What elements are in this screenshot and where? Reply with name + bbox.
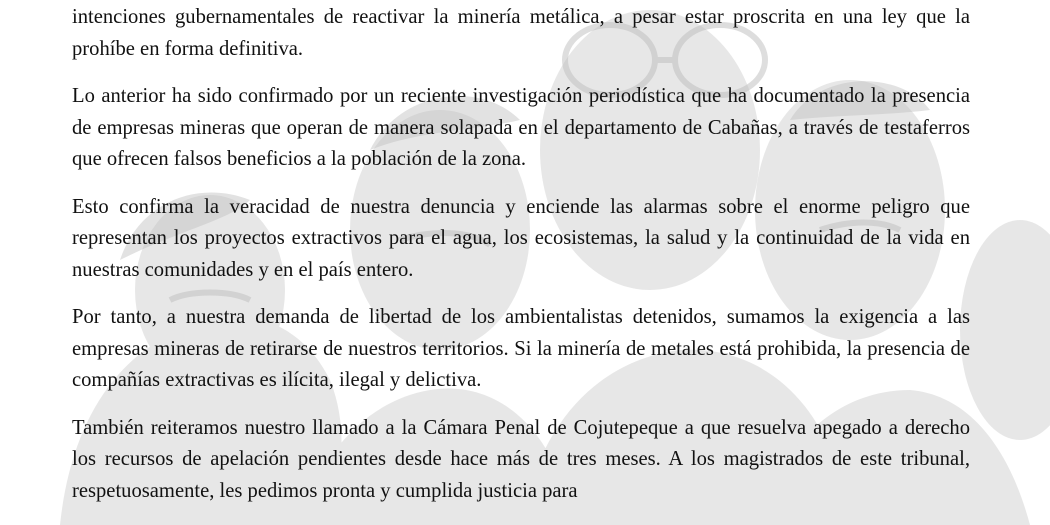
paragraph-3: Esto confirma la veracidad de nuestra denuncia y enciende las alarmas sobre el enorme peligro que representan los proyectos extractivos para el agua, los ecosistemas, la salud y la continuidad de la vida en nuestras comunidades y en el país entero.: [72, 195, 970, 281]
paragraph-1: intenciones gubernamentales de reactivar la minería metálica, a pesar estar proscrita en una ley que la prohíbe en forma definitiva.: [72, 6, 970, 60]
paragraph-4: Por tanto, a nuestra demanda de libertad de los ambientalistas detenidos, sumamos la exigencia a las empresas mineras de retirarse de nuestros territorios. Si la minería de metales está prohibida, la presencia de compañías extractivas es ilícita, ilegal y delictiva.: [72, 306, 970, 391]
paragraph-2: Lo anterior ha sido confirmado por un reciente investigación periodística que ha documentado la presencia de empresas mineras que operan de manera solapada en el departamento de Cabañas, a través de testaferros que ofrecen falsos beneficios a la población de la zona.: [72, 85, 970, 170]
paragraph-5: También reiteramos nuestro llamado a la Cámara Penal de Cojutepeque a que resuelva apegado a derecho los recursos de apelación pendientes desde hace más de tres meses. A los magistrados de este tribunal, respetuosamente, les pedimos pronta y cumplida justicia para: [72, 416, 970, 502]
document-body: [72, 2, 970, 523]
